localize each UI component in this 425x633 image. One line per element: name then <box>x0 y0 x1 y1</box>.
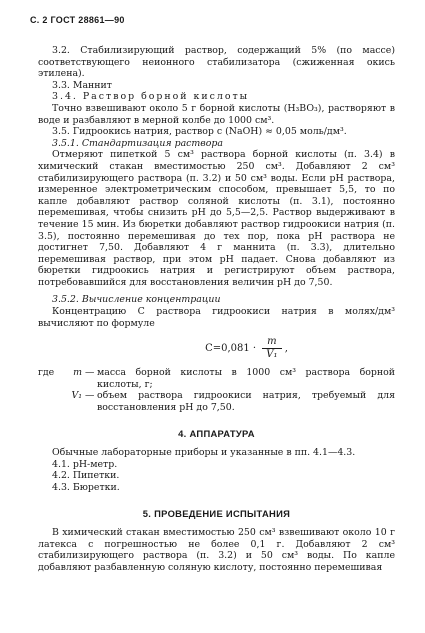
formula-fraction <box>262 336 281 361</box>
where-label: где <box>38 367 55 379</box>
section-4-item: 4.2. Пипетки. <box>52 470 120 482</box>
para-3-3: 3.3. Маннит <box>52 79 112 91</box>
section-4-item: 4.3. Бюретки. <box>52 482 120 493</box>
para-3-5-2-title: 3.5.2. Вычисление концентрации <box>52 294 221 306</box>
para-3-5: 3.5. Гидроокись натрия, раствор c (NaOH) ≈ 0,05 моль/дм³. <box>52 126 347 138</box>
para-3-2: 3.2. Стабилизирующий раствор, содержащий 5% (по массе) соответствующего неионного стабилизатора (сжиженная окись этилена). <box>38 45 395 80</box>
para-3-4-title: 3.4. Раствор борной кислоты <box>52 91 250 103</box>
para-3-5-1-text: Отмеряют пипеткой 5 см³ раствора борной кислоты (п. 3.4) в химический стакан вместимостью 250 см³. Добавляют 2 см³ стабилизирующего раствора (п. 3.2) и 50 см³ воды. Если pH раствора, измеренное электрометрическим способом, превышает 5,5, то по капле добавляют раствор соляной кислоты (п. 3.1), постоянно перемешивая, чтобы снизить pH до 5,5—2,5. Раствор выдерживают в течение 15 мин. Из бюретки добавляют раствор гидроокиси натрия (п. 3.5), постоянно перемешивая до тех пор, пока pH раствора не достигнет 7,50. Добавляют 4 г маннита (п. 3.3), длительно перемешивая раствор, при этом pH падает. Снова добавляют из бюретки гидроокись натрия и регистрируют объем раствора, потребовавшийся для восстановления величин pH до 7,50. <box>38 149 395 288</box>
section-4-item: 4.1. pH-метр. <box>52 458 118 470</box>
section-4-title: 4. АППАРАТУРА <box>178 427 255 439</box>
formula-numerator: m <box>262 336 281 349</box>
para-3-4-text: Точно взвешивают около 5 г борной кислоты (H₃BO₃), растворяют в воде и разбавляют в мерной колбе до 1000 см³. <box>38 102 395 126</box>
document-body <box>38 45 395 574</box>
formula-denominator: V₁ <box>266 349 278 361</box>
formula-tail: , <box>284 343 288 355</box>
definition-dash: — <box>85 390 95 402</box>
definition-text: объем раствора гидроокиси натрия, требуемый для восстановления pH до 7,50. <box>97 390 395 414</box>
formula-definitions <box>38 367 395 413</box>
section-4-intro: Обычные лабораторные приборы и указанные в пп. 4.1—4.3. <box>52 447 356 459</box>
para-3-5-2-text: Концентрацию C раствора гидроокиси натрия в молях/дм³ вычисляют по формуле <box>38 306 395 329</box>
formula <box>98 336 395 361</box>
definition-row <box>38 390 395 413</box>
definition-row <box>38 367 395 390</box>
definition-text: масса борной кислоты в 1000 см³ раствора борной кислоты, г; <box>97 367 395 390</box>
page-header: С. 2 ГОСТ 28861—90 <box>30 15 125 25</box>
definition-symbol: m <box>73 367 82 379</box>
definition-dash: — <box>85 367 95 379</box>
definition-symbol: V₁ <box>71 390 82 402</box>
section-5-text: В химический стакан вместимостью 250 см³ взвешивают около 10 г латекса с погрешностью не более 0,1 г. Добавляют 2 см³ стабилизирующего раствора (п. 3.2) и 50 см³ воды. По капле добавляют разбавленную соляную кислоту, постоянно перемешивая <box>38 527 395 573</box>
section-5-title: 5. ПРОВЕДЕНИЕ ИСПЫТАНИЯ <box>142 507 291 519</box>
formula-lhs: C=0,081 · <box>205 343 257 355</box>
para-3-5-1-title: 3.5.1. Стандартизация раствора <box>52 137 223 149</box>
